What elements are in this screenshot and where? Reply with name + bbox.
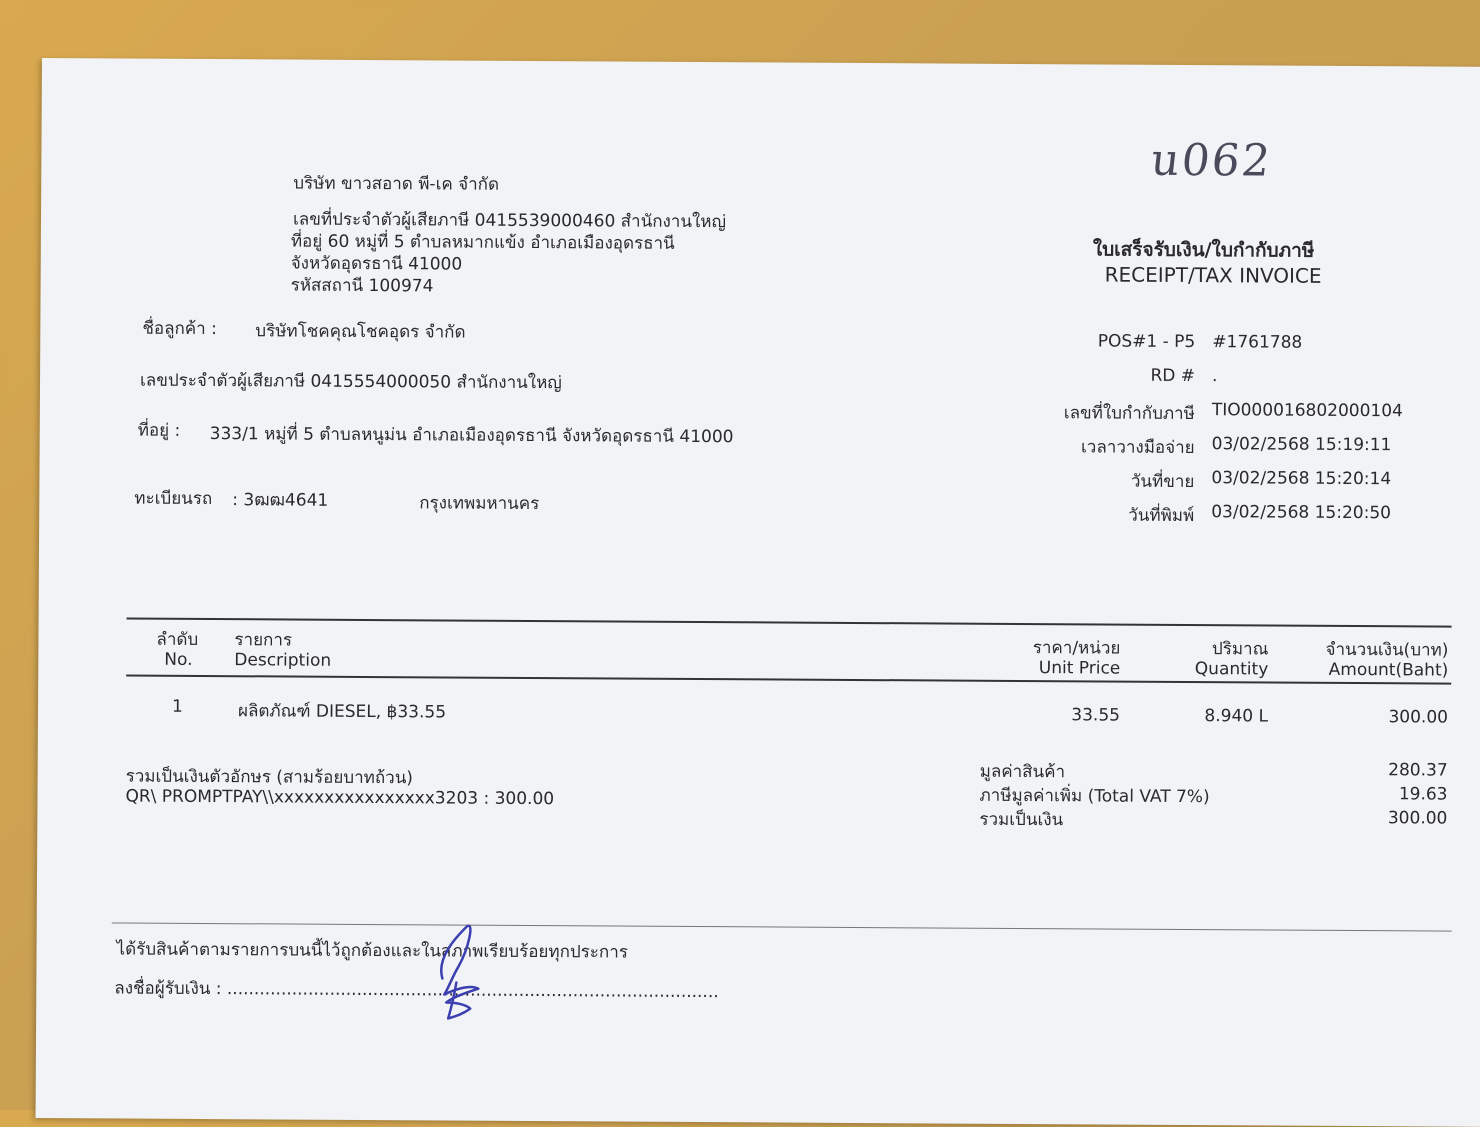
plate-province: กรุงเทพมหานคร [419,493,540,515]
seller-tax-id: เลขที่ประจำตัวผู้เสียภาษี 0415539000460 สำนักงานใหญ่ [292,209,727,233]
footer-acknowledgement: ได้รับสินค้าตามรายการบนนี้ไว้ถูกต้องและในสภาพเรียบร้อยทุกประการ [116,939,628,963]
meta-value-invoice-no: TIO000016802000104 [1211,400,1403,422]
col-no-th: ลำดับ [156,629,199,650]
col-qty-en: Quantity [1194,659,1269,680]
meta-label-nozzle-time: เวลาวางมือจ่าย [1080,437,1195,459]
signature-scribble [396,918,517,1039]
summary-label-vat: ภาษีมูลค่าเพิ่ม (Total VAT 7%) [979,785,1210,808]
row-amount: 300.00 [1388,707,1449,728]
col-qty-th: ปริมาณ [1211,639,1269,660]
meta-label-pos: POS#1 - P5 [1097,331,1196,353]
total-in-words: รวมเป็นเงินตัวอักษร (สามร้อยบาทถ้วน) [125,766,414,789]
col-price-en: Unit Price [1038,658,1121,679]
table-top-rule [127,618,1452,628]
row-unit-price: 33.55 [1071,705,1121,726]
seller-station: รหัสสถานี 100974 [290,275,434,297]
summary-label-total: รวมเป็นเงิน [979,809,1064,831]
meta-value-nozzle-time: 03/02/2568 15:19:11 [1211,434,1392,456]
col-price-th: ราคา/หน่วย [1032,638,1121,659]
col-desc-en: Description [234,650,332,671]
footer-rule [112,922,1452,931]
doc-title-en: RECEIPT/TAX INVOICE [1104,262,1322,288]
meta-value-print-date: 03/02/2568 15:20:50 [1211,502,1392,524]
summary-label-net: มูลค่าสินค้า [979,761,1066,783]
col-amount-en: Amount(Baht) [1328,659,1449,681]
payment-method: QR\ PROMPTPAY\\xxxxxxxxxxxxxxxx3203 : 300.00 [125,786,555,810]
customer-name: บริษัทโชคคุณโชคอุดร จำกัด [255,321,466,343]
customer-address: 333/1 หมู่ที่ 5 ตำบลหนูม่น อำเภอเมืองอุดรธานี จังหวัดอุดรธานี 41000 [209,424,734,448]
meta-label-sale-date: วันที่ขาย [1130,471,1195,493]
col-no-en: No. [164,649,193,670]
receipt-paper [36,58,1480,1127]
plate-label: ทะเบียนรถ [134,488,213,510]
col-desc-th: รายการ [234,630,293,651]
row-description: ผลิตภัณฑ์ DIESEL, ฿33.55 [237,701,447,723]
row-no: 1 [171,696,183,717]
meta-label-invoice-no: เลขที่ใบกำกับภาษี [1063,403,1195,425]
summary-value-net: 280.37 [1388,760,1448,781]
meta-label-rd: RD # [1150,365,1196,387]
plate-number: : 3ฒฒ4641 [232,490,329,511]
seller-address-2: จังหวัดอุดรธานี 41000 [290,253,463,275]
row-quantity: 8.940 L [1204,706,1269,727]
doc-title-th: ใบเสร็จรับเงิน/ใบกำกับภาษี [1092,238,1315,262]
footer-signature-line: ลงชื่อผู้รับเงิน : ........................................................................................... [114,978,719,1003]
seller-address-1: ที่อยู่ 60 หมู่ที่ 5 ตำบลหมากแข้ง อำเภอเมืองอุดรธานี [290,231,675,254]
summary-value-total: 300.00 [1387,808,1448,829]
meta-label-print-date: วันที่พิมพ์ [1128,505,1195,527]
handwritten-code: u062 [1148,134,1275,187]
meta-value-rd: . [1212,366,1218,387]
customer-address-label: ที่อยู่ : [137,420,181,441]
customer-tax-id: เลขประจำตัวผู้เสียภาษี 0415554000050 สำนักงานใหญ่ [139,370,562,394]
meta-value-sale-date: 03/02/2568 15:20:14 [1211,468,1392,490]
summary-value-vat: 19.63 [1398,784,1448,805]
customer-name-label: ชื่อลูกค้า : [142,318,217,340]
col-amount-th: จำนวนเงิน(บาท) [1325,639,1449,661]
meta-value-pos: #1761788 [1212,332,1303,353]
seller-name: บริษัท ขาวสอาด พี-เค จำกัด [293,173,500,195]
